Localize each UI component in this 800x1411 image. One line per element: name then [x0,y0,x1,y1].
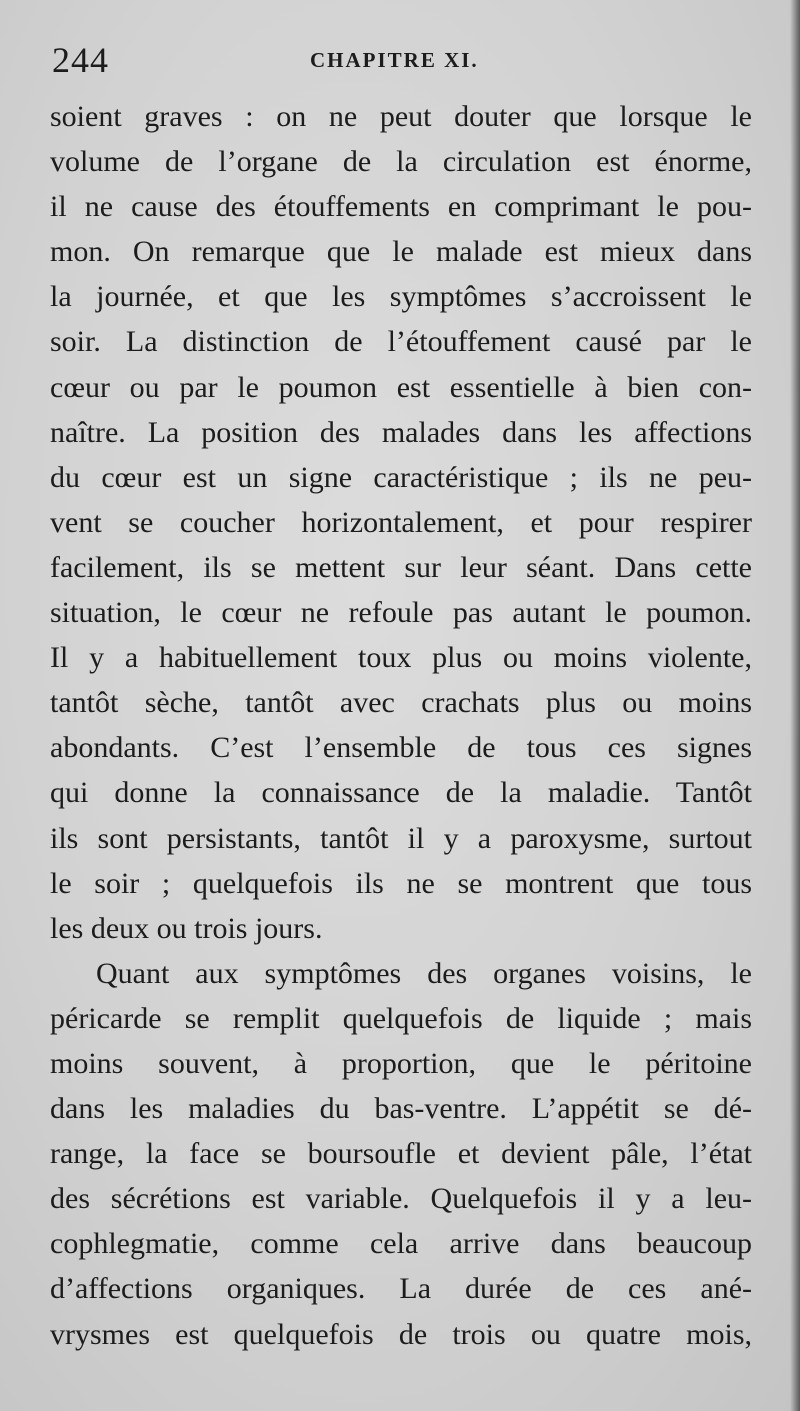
text-line: naître. La position des malades dans les affections [50,415,752,449]
page-edge-shadow [790,0,800,1411]
text-line: tantôt sèche, tantôt avec crachats plus ou moins [50,686,752,720]
text-line: qui donne la connaissance de la maladie. Tantôt [50,776,752,810]
text-line: moins souvent, à proportion, que le péritoine [50,1046,752,1080]
text-line: il ne cause des étouffements en comprimant le pou- [50,190,752,224]
text-line: soient graves : on ne peut douter que lorsque le [50,100,752,133]
text-line: le soir ; quelquefois ils ne se montrent que tous [50,866,752,900]
text-line: cophlegmatie, comme cela arrive dans beaucoup [50,1227,752,1261]
text-line: volume de l’organe de la circulation est énorme, [50,145,752,179]
running-head: CHAPITRE XI. [310,48,479,72]
text-line: abondants. C’est l’ensemble de tous ces signes [50,731,752,765]
text-line: facilement, ils se mettent sur leur séant. Dans cette [50,550,752,584]
text-line: la journée, et que les symptômes s’accroissent le [50,280,752,314]
text-line: d’affections organiques. La durée de ces ané- [50,1272,752,1306]
text-line: vent se coucher horizontalement, et pour respirer [50,505,752,539]
text-line: range, la face se boursoufle et devient pâle, l’état [50,1137,752,1171]
paragraph-first-line: Quant aux symptômes des organes voisins, le [96,956,752,990]
text-line: ils sont persistants, tantôt il y a paroxysme, surtout [50,821,752,855]
text-line: dans les maladies du bas-ventre. L’appétit se dé- [50,1092,752,1126]
page-header [52,38,752,82]
text-line: péricarde se remplit quelquefois de liquide ; mais [50,1001,752,1035]
text-line: du cœur est un signe caractéristique ; ils ne peu- [50,460,752,494]
text-line: vrysmes est quelquefois de trois ou quatre mois, [50,1317,752,1351]
text-line: des sécrétions est variable. Quelquefois il y a leu- [50,1182,752,1216]
text-line: soir. La distinction de l’étouffement causé par le [50,325,752,359]
body-text [50,94,752,1357]
text-line: mon. On remarque que le malade est mieux dans [50,235,752,269]
page-number: 244 [52,40,109,80]
text-line: Il y a habituellement toux plus ou moins violente, [50,641,752,675]
paragraph-last-line: les deux ou trois jours. [50,911,323,945]
text-line: cœur ou par le poumon est essentielle à bien con- [50,370,752,404]
text-line: situation, le cœur ne refoule pas autant le poumon. [50,596,752,630]
